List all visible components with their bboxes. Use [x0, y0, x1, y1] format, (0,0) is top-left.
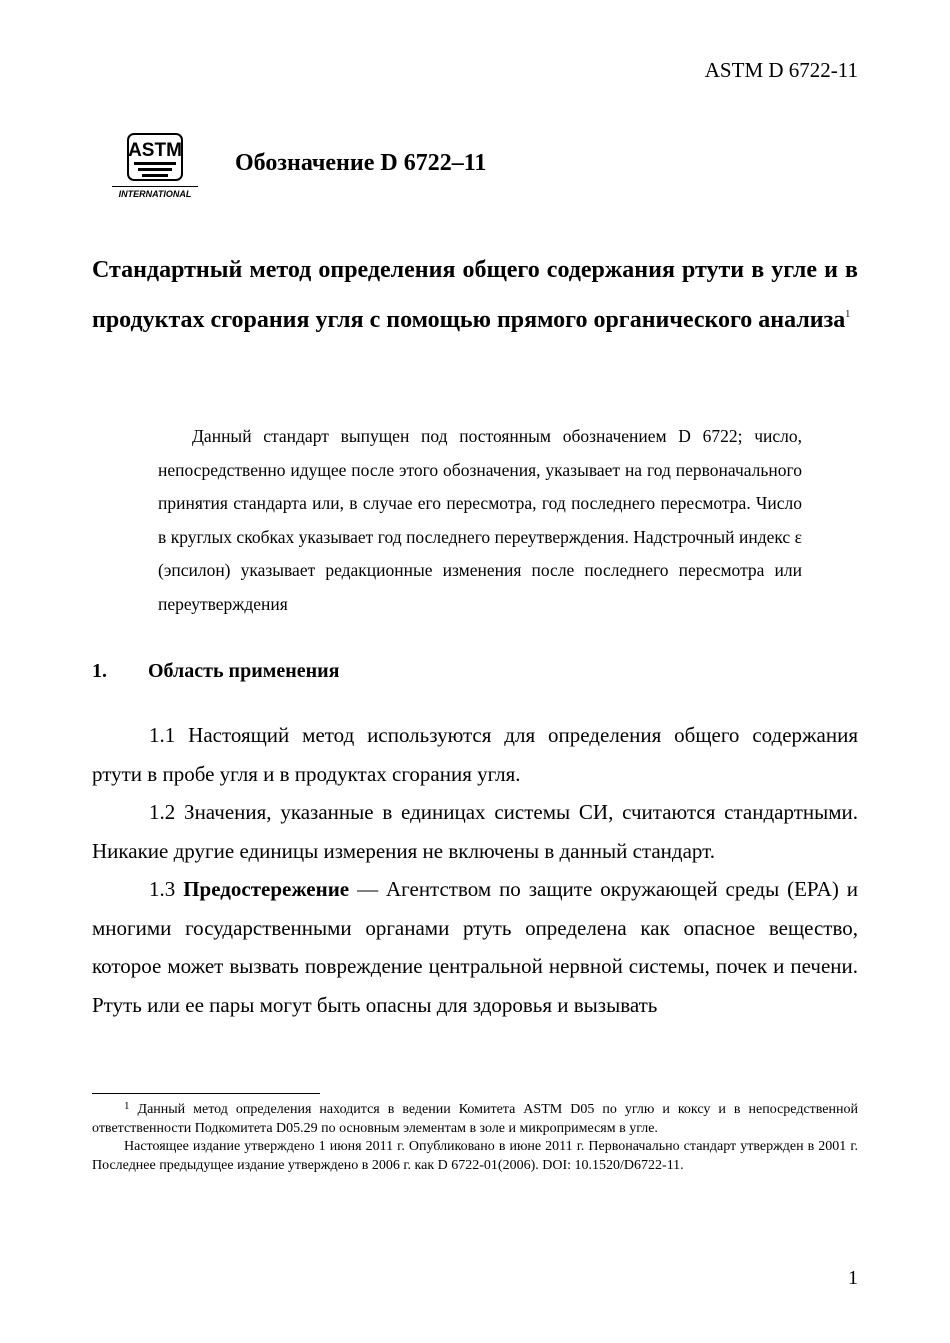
logo-caption: INTERNATIONAL: [118, 189, 192, 199]
document-title: [92, 248, 858, 342]
page-number: 1: [848, 1267, 858, 1289]
designation-heading: Обозначение D 6722–11: [235, 150, 487, 176]
footnote-marker: 1: [124, 1100, 130, 1112]
title-footnote-ref: 1: [845, 308, 851, 320]
footnote-text: Настоящее издание утверждено 1 июня 2011 г. Опубликовано в июне 2011 г. Первоначально стандарт утвержден в 2001 г. Последнее предыдущее издание утверждено в 2006 г. как D 6722-01(2006). DOI: 10.1520/D6722-11.: [92, 1139, 858, 1173]
paragraph-1-3: [92, 870, 858, 1024]
astm-logo: [112, 130, 198, 200]
paragraph-text: Значения, указанные в единицах системы СИ, считаются стандартными. Никакие другие единицы измерения не включены в данный стандарт.: [92, 800, 859, 863]
section-heading: [92, 660, 340, 683]
abstract-paragraph: Данный стандарт выпущен под постоянным обозначением D 6722; число, непосредственно идущее после этого обозначения, указывает на год первоначального принятия стандарта или, в случае его пересмотра, год последнего пересмотра. Число в круглых скобках указывает год последнего переутверждения. Надстрочный индекс ε (эпсилон) указывает редакционные изменения после последнего пересмотра или переутверждения: [158, 426, 802, 614]
section-title: Область применения: [148, 660, 340, 682]
footnote-divider: [92, 1093, 320, 1094]
footnote-1: [92, 1097, 858, 1138]
paragraph-1-1: [92, 716, 858, 793]
footnote-2: [92, 1138, 858, 1175]
paragraph-number: 1.3: [149, 877, 176, 901]
paragraph-1-2: [92, 793, 858, 870]
caution-label: Предостережение: [183, 877, 350, 901]
paragraph-number: 1.1: [149, 723, 176, 747]
section-body: [92, 716, 858, 1024]
title-text: Стандартный метод определения общего содержания ртути в угле и в продуктах сгорания угля с помощью прямого органического анализа: [92, 257, 858, 333]
footnote-text: Данный метод определения находится в ведении Комитета ASTM D05 по углю и коксу и в непосредственной ответственности Подкомитета D05.29 по основным элементам в золе и микропримесям в угле.: [92, 1102, 858, 1136]
document-code-header: ASTM D 6722-11: [704, 58, 858, 82]
svg-text:ASTM: ASTM: [128, 140, 182, 161]
paragraph-number: 1.2: [149, 800, 176, 824]
section-number: 1.: [92, 660, 107, 682]
footnotes: [92, 1097, 858, 1175]
paragraph-text: Настоящий метод используются для определения общего содержания ртути в пробе угля и в продуктах сгорания угля.: [92, 723, 859, 786]
paragraph-text: — Агентством по защите окружающей среды (EPA) и многими государственными органами ртуть определена как опасное вещество, которое может вызвать повреждение центральной нервной системы, почек и печени. Ртуть или ее пары могут быть опасны для здоровья и вызывать: [92, 877, 859, 1017]
